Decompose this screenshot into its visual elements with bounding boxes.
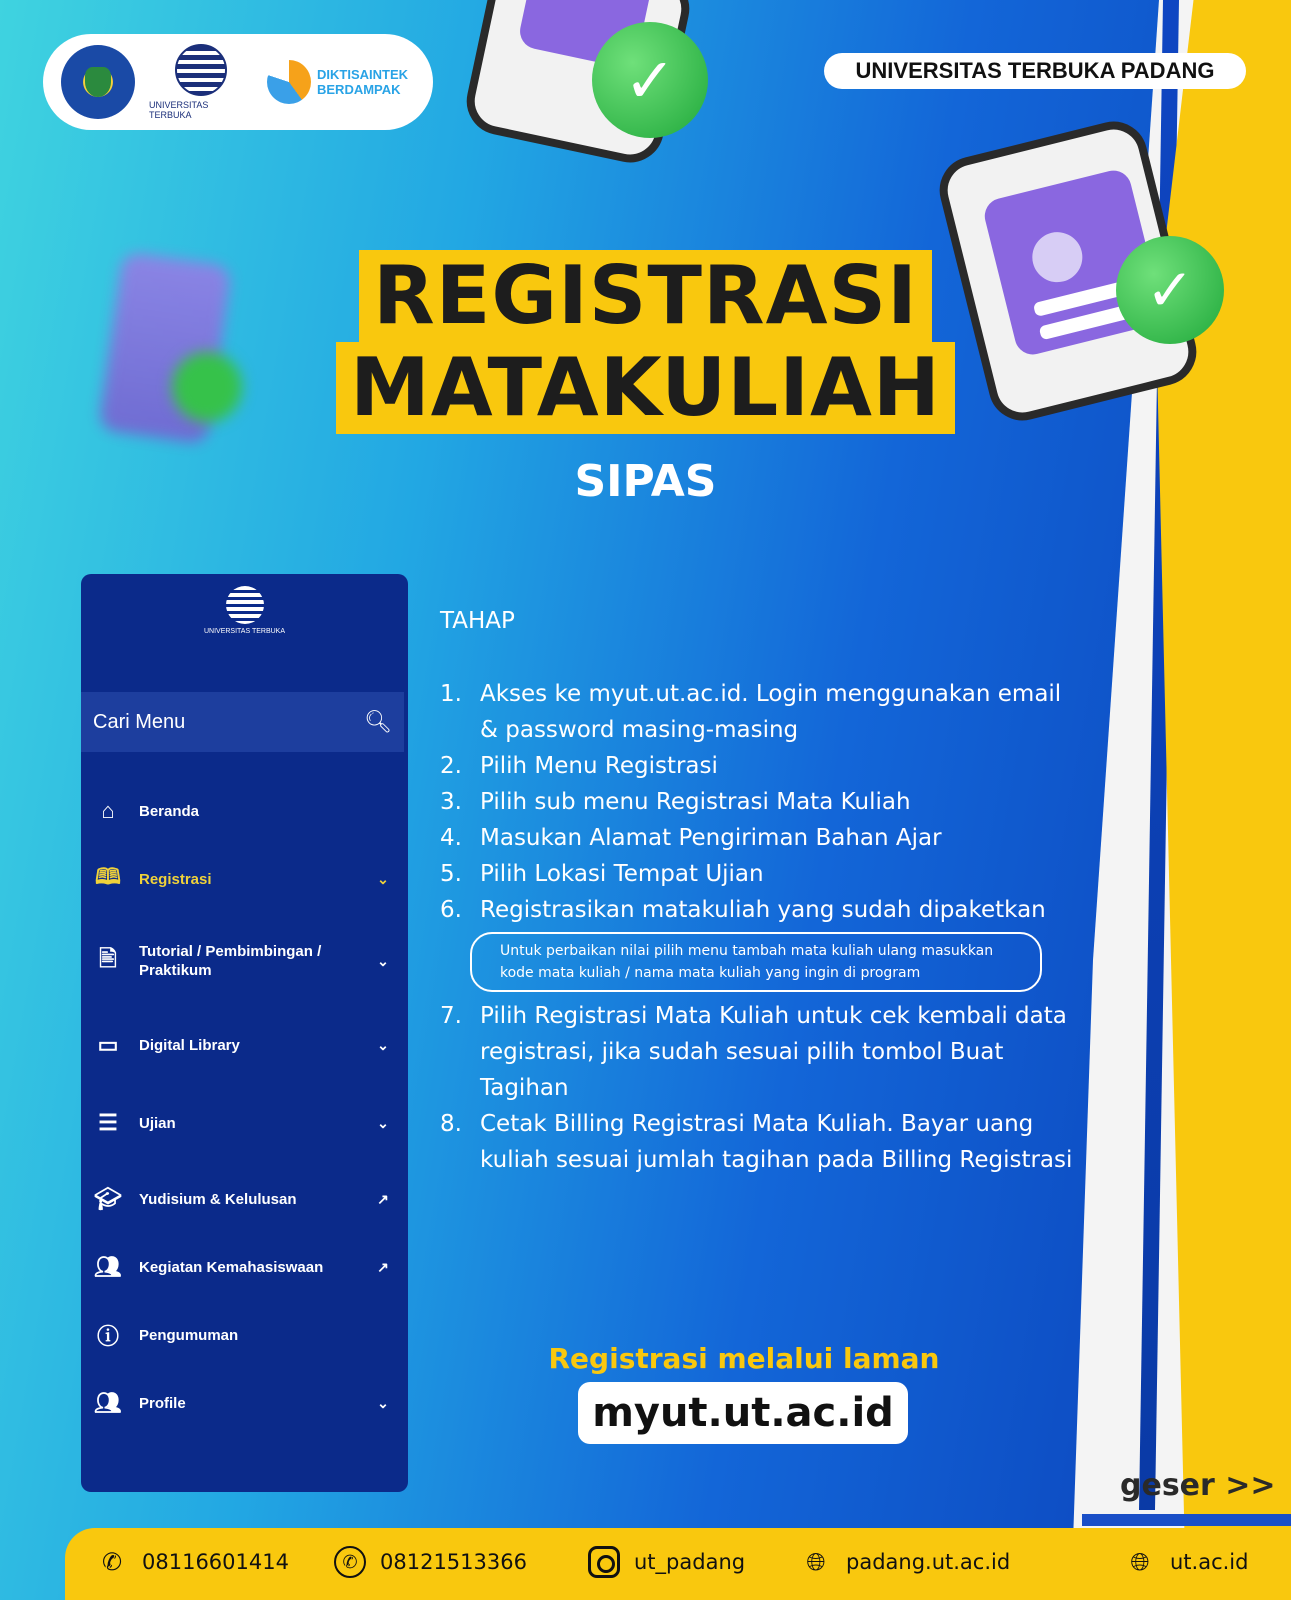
university-badge: UNIVERSITAS TERBUKA PADANG xyxy=(824,53,1246,89)
home-icon: ⌂ xyxy=(101,798,115,823)
sidebar-item-yudisium[interactable] xyxy=(81,1174,408,1224)
diktisaintek-logo xyxy=(267,60,408,104)
logo-bar xyxy=(43,34,433,130)
footer-instagram-text: ut_padang xyxy=(634,1550,746,1574)
sidebar-logo xyxy=(81,586,408,635)
footer-website-ut[interactable] xyxy=(1124,1544,1248,1580)
sidebar-logo-text: UNIVERSITAS TERBUKA xyxy=(203,628,286,635)
graduation-cap-icon: 🎓︎ xyxy=(94,1186,122,1211)
external-link-icon: ↗ xyxy=(377,1258,389,1275)
subtitle: SIPAS xyxy=(574,456,717,507)
sidebar-item-profile[interactable] xyxy=(81,1378,408,1428)
globe-icon: 🌐︎ xyxy=(806,1548,826,1576)
document-icon: 🖹︎ xyxy=(99,946,117,971)
kemdikbud-logo xyxy=(61,45,135,119)
sidebar-item-label: Profile xyxy=(139,1394,186,1412)
footer-whatsapp-text: 08121513366 xyxy=(380,1550,527,1574)
ut-logo-text: UNIVERSITAS TERBUKA xyxy=(149,100,209,120)
step-note-box: Untuk perbaikan nilai pilih menu tambah mata kuliah ulang masukkan kode mata kuliah / nama mata kuliah yang ingin di program xyxy=(470,932,1042,992)
sidebar-menu-mockup xyxy=(81,574,408,1492)
search-input[interactable] xyxy=(81,692,404,752)
dikti-swoosh-icon xyxy=(267,60,311,104)
users-icon: 👥︎ xyxy=(94,1254,122,1279)
sidebar-item-digital-library[interactable] xyxy=(81,1020,408,1070)
phone-icon: ✆ xyxy=(101,1548,123,1576)
steps-heading: TAHAP xyxy=(440,608,515,634)
wallet-icon: ▭ xyxy=(97,1032,119,1057)
sidebar-item-ujian[interactable] xyxy=(81,1098,408,1148)
footer-web2-text: ut.ac.id xyxy=(1170,1550,1249,1574)
footer-whatsapp[interactable] xyxy=(334,1544,527,1580)
footer-web1-text: padang.ut.ac.id xyxy=(846,1550,1011,1574)
footer-website-padang[interactable] xyxy=(800,1544,1010,1580)
dikti-line2: BERDAMPAK xyxy=(317,82,401,97)
chevron-down-icon: ⌄ xyxy=(377,870,389,887)
main-title xyxy=(0,250,1291,434)
sidebar-item-label: Digital Library xyxy=(139,1036,240,1054)
footer-phone[interactable] xyxy=(96,1544,289,1580)
title-line-1: REGISTRASI xyxy=(359,250,932,342)
sidebar-item-label: Pengumuman xyxy=(139,1326,239,1344)
sidebar-item-beranda[interactable] xyxy=(81,786,408,836)
external-link-icon: ↗ xyxy=(377,1190,389,1207)
sidebar-item-label: Registrasi xyxy=(139,870,212,888)
step-item: 1. Akses ke myut.ut.ac.id. Login menggunakan email & password masing-masing xyxy=(440,681,1062,743)
sidebar-item-tutorial[interactable] xyxy=(81,936,408,986)
checklist-icon: ☰ xyxy=(98,1110,118,1135)
users-icon: 👥︎ xyxy=(94,1390,122,1415)
search-icon[interactable]: 🔍︎ xyxy=(364,709,392,735)
sidebar-item-label: Beranda xyxy=(139,802,200,820)
step-item: 2. Pilih Menu Registrasi xyxy=(440,753,718,779)
decor-blue-line xyxy=(1082,1514,1291,1526)
swipe-hint: geser >> xyxy=(1120,1468,1276,1503)
sidebar-item-label: Yudisium & Kelulusan xyxy=(139,1190,297,1208)
ut-globe-icon xyxy=(175,44,227,96)
chevron-down-icon: ⌄ xyxy=(377,1036,389,1053)
whatsapp-icon: ✆ xyxy=(334,1546,366,1578)
chevron-down-icon: ⌄ xyxy=(377,1394,389,1411)
search-placeholder: Cari Menu xyxy=(93,710,186,733)
title-line-2: MATAKULIAH xyxy=(336,342,955,434)
cta-url-link[interactable]: myut.ut.ac.id xyxy=(578,1382,908,1444)
step-item: 3. Pilih sub menu Registrasi Mata Kuliah xyxy=(440,789,911,815)
step-item: 5. Pilih Lokasi Tempat Ujian xyxy=(440,861,764,887)
step-item: 6. Registrasikan matakuliah yang sudah dipaketkan xyxy=(440,897,1046,923)
steps-list xyxy=(440,676,1080,1178)
cta-label: Registrasi melalui laman xyxy=(548,1342,940,1375)
sidebar-item-label: Kegiatan Kemahasiswaan xyxy=(139,1258,324,1276)
chevron-down-icon: ⌄ xyxy=(377,1114,389,1131)
footer-phone-text: 08116601414 xyxy=(142,1550,289,1574)
dikti-line1: DIKTISAINTEK xyxy=(317,67,408,82)
sidebar-item-label: Tutorial / Pembimbingan / Praktikum xyxy=(139,943,322,979)
book-icon: 🕮︎ xyxy=(95,864,121,889)
step-item: 7. Pilih Registrasi Mata Kuliah untuk cek kembali data registrasi, jika sudah sesuai pilih tombol Buat Tagihan xyxy=(440,1003,1067,1101)
sidebar-item-label: Ujian xyxy=(139,1114,176,1132)
info-icon: ⓘ xyxy=(96,1323,119,1349)
checkmark-icon: ✓ xyxy=(592,22,708,138)
globe-icon: 🌐︎ xyxy=(1130,1548,1150,1576)
chevron-down-icon: ⌄ xyxy=(377,952,389,969)
instagram-icon xyxy=(588,1546,620,1578)
sidebar-item-registrasi[interactable] xyxy=(81,854,408,904)
sidebar-item-pengumuman[interactable] xyxy=(81,1310,408,1360)
step-item: 8. Cetak Billing Registrasi Mata Kuliah. Bayar uang kuliah sesuai jumlah tagihan pada Billing Registrasi xyxy=(440,1111,1073,1173)
ut-globe-icon xyxy=(226,586,264,624)
ut-logo xyxy=(149,44,253,120)
footer-instagram[interactable] xyxy=(588,1544,745,1580)
sidebar-item-kegiatan[interactable] xyxy=(81,1242,408,1292)
checkmark-icon: ✓ xyxy=(1116,236,1224,344)
step-item: 4. Masukan Alamat Pengiriman Bahan Ajar xyxy=(440,825,942,851)
